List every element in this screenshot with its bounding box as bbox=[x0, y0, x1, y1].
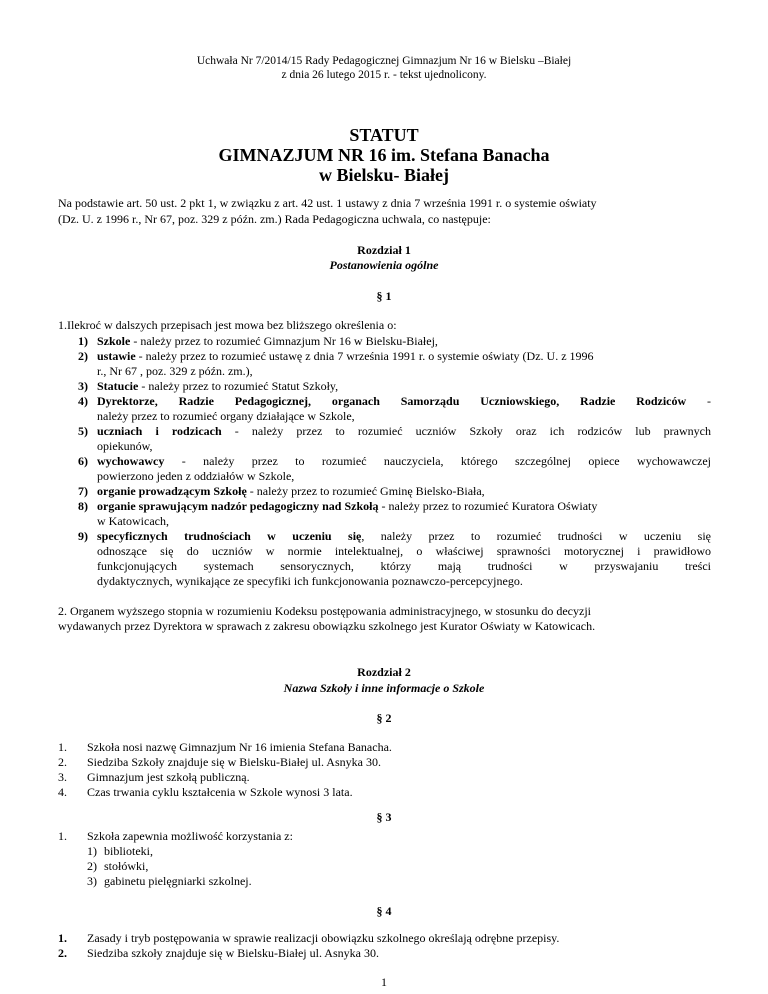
sublist-item: gabinetu pielęgniarki szkolnej. bbox=[104, 874, 252, 888]
preamble-line2: (Dz. U. z 1996 r., Nr 67, poz. 329 z późn. zm.) Rada Pedagogiczna uchwala, co następuje: bbox=[58, 212, 491, 226]
definition-text: - należy przez to rozumieć uczniów Szkoły oraz ich rodziców lub prawnych bbox=[221, 424, 711, 438]
definition-number: 3) bbox=[78, 379, 88, 393]
section3-intro: Szkoła zapewnia możliwość korzystania z: bbox=[87, 829, 293, 843]
definition-continuation: opiekunów, bbox=[97, 439, 153, 453]
list-number: 3. bbox=[58, 770, 67, 784]
definition-continuation: r., Nr 67 , poz. 329 z późn. zm.), bbox=[97, 364, 253, 378]
list-number: 1. bbox=[58, 740, 67, 754]
definition-item bbox=[97, 484, 485, 498]
chapter2-subheading: Nazwa Szkoły i inne informacje o Szkole bbox=[283, 681, 485, 695]
sublist-number: 3) bbox=[87, 874, 97, 888]
definition-number: 9) bbox=[78, 529, 88, 543]
definition-continuation: należy przez to rozumieć organy działające w Szkole, bbox=[97, 409, 355, 423]
definition-text: - należy przez to rozumieć nauczyciela, którego szczególnej opiece wychowawczej bbox=[164, 454, 711, 468]
list-item: Gimnazjum jest szkołą publiczną. bbox=[87, 770, 250, 784]
list-item: Zasady i tryb postępowania w sprawie realizacji obowiązku szkolnego określają odrębne przepisy. bbox=[87, 931, 560, 945]
definition-item bbox=[97, 349, 594, 363]
resolution-header-line1: Uchwała Nr 7/2014/15 Rady Pedagogicznej Gimnazjum Nr 16 w Bielsku –Białej bbox=[196, 55, 572, 67]
definition-term: organie sprawującym nadzór pedagogiczny nad Szkołą bbox=[97, 499, 379, 513]
chapter1-heading: Rozdział 1 bbox=[357, 243, 411, 257]
definition-continuation: w Katowicach, bbox=[97, 514, 169, 528]
school-location-title: w Bielsku- Białej bbox=[318, 165, 449, 185]
definition-term: specyficznych trudnościach w uczeniu się bbox=[97, 529, 362, 543]
definition-item bbox=[97, 334, 438, 348]
school-name-title: GIMNAZJUM NR 16 im. Stefana Banacha bbox=[218, 145, 550, 165]
definition-text: - należy przez to rozumieć ustawę z dnia 7 września 1991 r. o systemie oświaty (Dz. U. z 1996 bbox=[135, 349, 594, 363]
definition-item bbox=[97, 424, 711, 438]
section1-intro: 1.Ilekroć w dalszych przepisach jest mowa bez bliższego określenia o: bbox=[58, 318, 397, 332]
definition-term: Dyrektorze, Radzie Pedagogicznej, organach Samorządu Uczniowskiego, Radzie Rodziców bbox=[97, 394, 687, 408]
section1-mark: § 1 bbox=[376, 289, 392, 303]
definition-term: Szkole bbox=[97, 334, 131, 348]
list-number: 4. bbox=[58, 785, 67, 799]
section1-paragraph2-line1: 2. Organem wyższego stopnia w rozumieniu Kodeksu postępowania administracyjnego, w stosunku do decyzji bbox=[58, 604, 591, 618]
section1-paragraph2-line2: wydawanych przez Dyrektora w sprawach z zakresu obowiązku szkolnego jest Kurator Oświaty w Katowicach. bbox=[58, 619, 596, 633]
chapter2-heading: Rozdział 2 bbox=[357, 665, 411, 679]
definition-term: Statucie bbox=[97, 379, 139, 393]
definition-item bbox=[97, 454, 711, 468]
definition-continuation: funkcjonujących systemach sensorycznych, którzy mają trudności w przyswajaniu treści bbox=[97, 559, 711, 573]
definition-term: uczniach i rodzicach bbox=[97, 424, 222, 438]
definition-text: - należy przez to rozumieć Statut Szkoły, bbox=[138, 379, 339, 393]
section3-mark: § 3 bbox=[376, 810, 392, 824]
list-item: Szkoła nosi nazwę Gimnazjum Nr 16 imienia Stefana Banacha. bbox=[87, 740, 392, 754]
list-item: Siedziba Szkoły znajduje się w Bielsku-Białej ul. Asnyka 30. bbox=[87, 755, 381, 769]
list-item: Siedziba szkoły znajduje się w Bielsku-Białej ul. Asnyka 30. bbox=[87, 946, 379, 960]
chapter1-subheading: Postanowienia ogólne bbox=[329, 258, 439, 272]
list-number: 2. bbox=[58, 755, 67, 769]
definition-text: - należy przez to rozumieć Kuratora Oświaty bbox=[378, 499, 598, 513]
definition-text: , należy przez to rozumieć trudności w uczeniu się bbox=[361, 529, 711, 543]
definition-number: 5) bbox=[78, 424, 88, 438]
definition-continuation: odnoszące się do uczniów w normie intelektualnej, o właściwej sprawności motorycznej i prawidłowo bbox=[97, 544, 711, 558]
list-item: Czas trwania cyklu kształcenia w Szkole wynosi 3 lata. bbox=[87, 785, 353, 799]
definition-number: 6) bbox=[78, 454, 88, 468]
definition-text: - bbox=[686, 394, 711, 408]
list-number: 2. bbox=[58, 946, 67, 960]
definition-continuation: powierzono jeden z oddziałów w Szkole, bbox=[97, 469, 295, 483]
definition-number: 8) bbox=[78, 499, 88, 513]
section2-mark: § 2 bbox=[376, 711, 392, 725]
preamble-line1: Na podstawie art. 50 ust. 2 pkt 1, w związku z art. 42 ust. 1 ustawy z dnia 7 września 1991 r. o systemie oświaty bbox=[58, 196, 597, 210]
definition-text: - należy przez to rozumieć Gimnazjum Nr 16 w Bielsku-Białej, bbox=[130, 334, 438, 348]
definition-number: 2) bbox=[78, 349, 88, 363]
sublist-item: stołówki, bbox=[104, 859, 149, 873]
definition-number: 4) bbox=[78, 394, 88, 408]
definition-term: wychowawcy bbox=[97, 454, 165, 468]
sublist-number: 2) bbox=[87, 859, 97, 873]
sublist-number: 1) bbox=[87, 844, 97, 858]
list-number: 1. bbox=[58, 829, 67, 843]
list-number: 1. bbox=[58, 931, 67, 945]
statute-title: STATUT bbox=[349, 125, 419, 145]
definition-term: ustawie bbox=[97, 349, 136, 363]
section4-mark: § 4 bbox=[376, 904, 392, 918]
resolution-header-line2: z dnia 26 lutego 2015 r. - tekst ujednolicony. bbox=[281, 69, 487, 81]
page-number: 1 bbox=[381, 975, 387, 989]
definition-item bbox=[97, 379, 338, 393]
sublist-item: biblioteki, bbox=[104, 844, 153, 858]
definition-item bbox=[97, 529, 711, 543]
definition-item bbox=[97, 394, 711, 408]
definition-continuation: dydaktycznych, wynikające ze specyfiki ich funkcjonowania poznawczo-percepcyjnego. bbox=[97, 574, 523, 588]
definition-term: organie prowadzącym Szkołę bbox=[97, 484, 247, 498]
definition-number: 1) bbox=[78, 334, 88, 348]
definition-text: - należy przez to rozumieć Gminę Bielsko-Biała, bbox=[246, 484, 485, 498]
definition-item bbox=[97, 499, 597, 513]
definition-number: 7) bbox=[78, 484, 88, 498]
